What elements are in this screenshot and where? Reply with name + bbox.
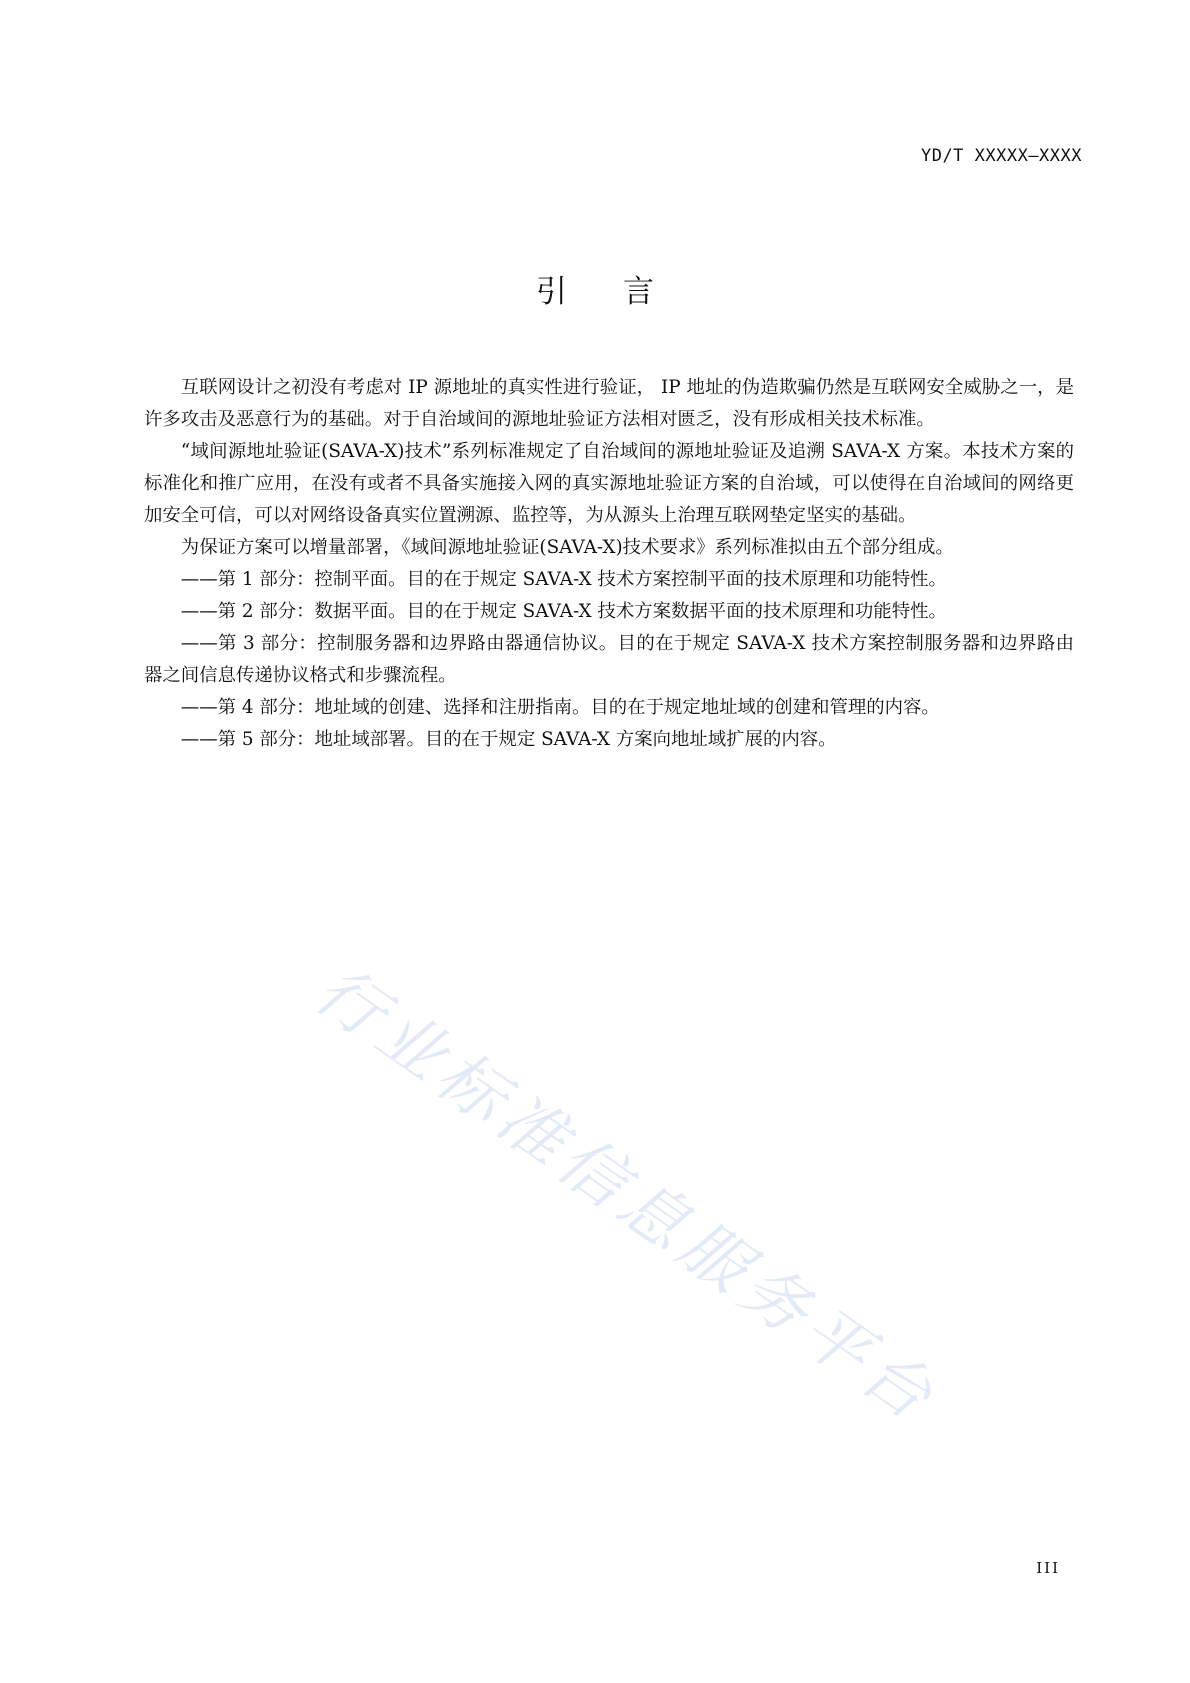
paragraph-series-description: “域间源地址验证(SAVA-X)技术”系列标准规定了自治域间的源地址验证及追溯 SAVA-X 方案。本技术方案的标准化和推广应用，在没有或者不具备实施接入网的真实源地址验证方案的自治域，可以使得在自治域间的网络更加安全可信，可以对网络设备真实位置溯源、监控等，为从源头上治理互联网垫定坚实的基础。 [144, 441, 1074, 526]
paragraph-part-5: ——第 5 部分：地址域部署。目的在于规定 SAVA-X 方案向地址域扩展的内容。 [180, 729, 837, 750]
paragraph-part-2: ——第 2 部分：数据平面。目的在于规定 SAVA-X 技术方案数据平面的技术原理和功能特性。 [180, 601, 947, 622]
body-text [144, 372, 1074, 756]
paragraph-parts-overview: 为保证方案可以增量部署，《域间源地址验证(SAVA-X)技术要求》系列标准拟由五个部分组成。 [180, 537, 954, 558]
paragraph-part-4: ——第 4 部分：地址域的创建、选择和注册指南。目的在于规定地址域的创建和管理的内容。 [180, 697, 940, 718]
section-title: 引言 [536, 274, 710, 310]
paragraph-part-3: ——第 3 部分：控制服务器和边界路由器通信协议。目的在于规定 SAVA-X 技术方案控制服务器和边界路由器之间信息传递协议格式和步骤流程。 [144, 633, 1074, 686]
page-number: III [1036, 1559, 1060, 1577]
paragraph-part-1: ——第 1 部分：控制平面。目的在于规定 SAVA-X 技术方案控制平面的技术原理和功能特性。 [180, 569, 947, 590]
document-code: YD/T XXXXX—XXXX [920, 146, 1082, 166]
paragraph-intro: 互联网设计之初没有考虑对 IP 源地址的真实性进行验证， IP 地址的伪造欺骗仍然是互联网安全威胁之一，是许多攻击及恶意行为的基础。对于自治域间的源地址验证方法相对匮乏，没有形成相关技术标准。 [144, 377, 1074, 430]
watermark: 行业标准信息服务平台 [301, 951, 952, 1439]
